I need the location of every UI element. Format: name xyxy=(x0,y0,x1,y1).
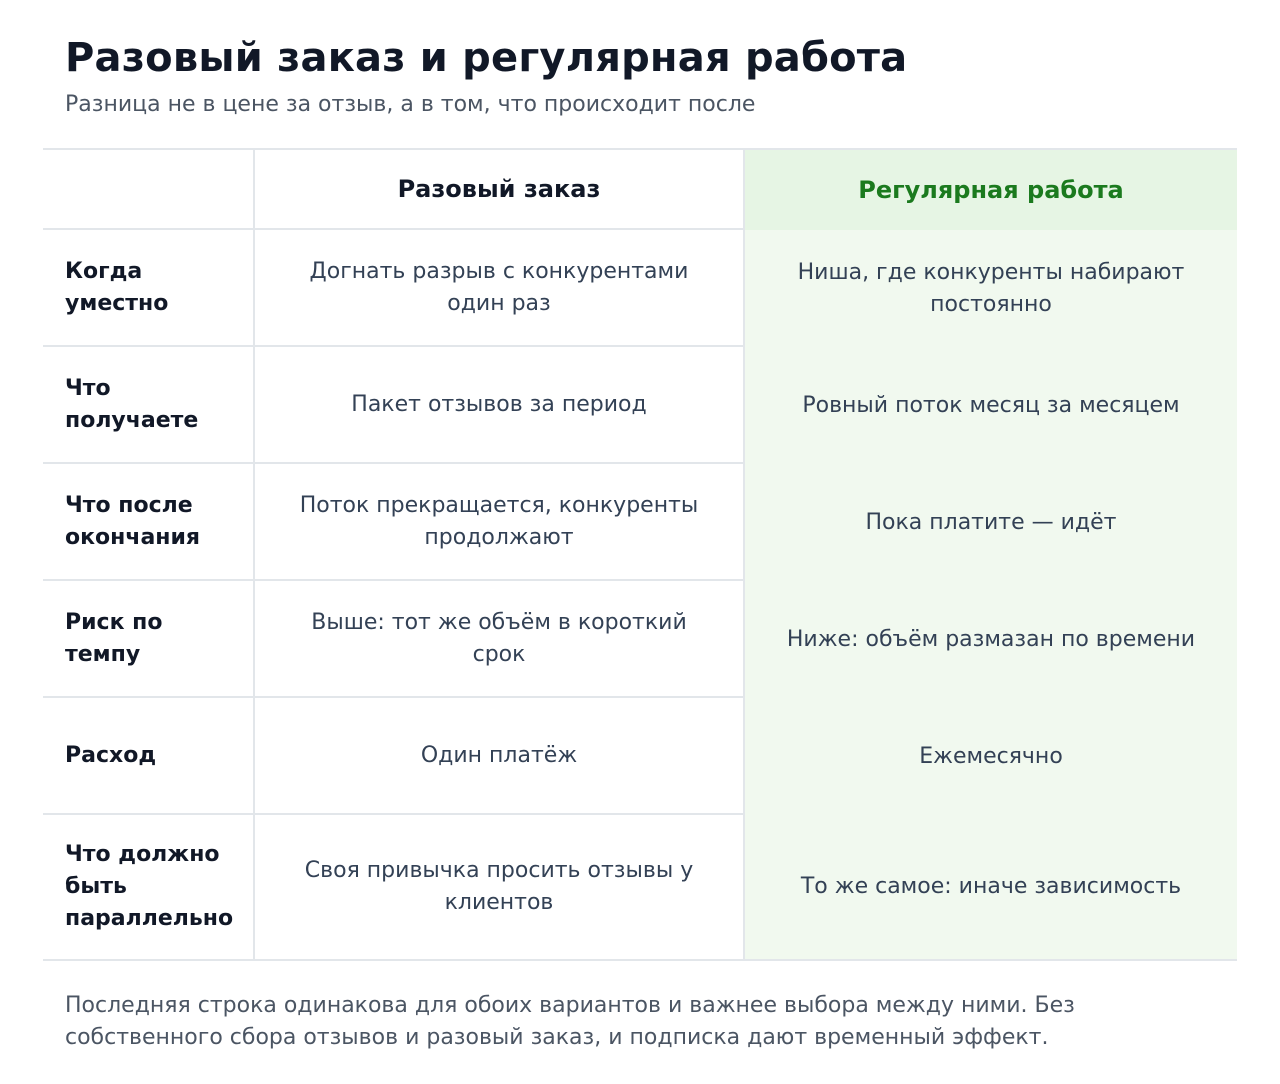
row-label: Риск по темпу xyxy=(43,581,255,698)
one-time-cell: Пакет отзывов за период xyxy=(255,347,745,464)
page-title: Разовый заказ и регулярная работа xyxy=(65,35,908,81)
row-label: Когда уместно xyxy=(43,230,255,347)
regular-cell: То же самое: иначе зависимость xyxy=(745,815,1237,959)
comparison-table xyxy=(43,148,1237,961)
page-subtitle: Разница не в цене за отзыв, а в том, что происходит после xyxy=(65,92,756,117)
row-label: Что получаете xyxy=(43,347,255,464)
regular-cell: Ежемесячно xyxy=(745,698,1237,815)
regular-cell: Ниша, где конкуренты набирают постоянно xyxy=(745,230,1237,347)
regular-cell: Ниже: объём размазан по времени xyxy=(745,581,1237,698)
regular-cell: Ровный поток месяц за месяцем xyxy=(745,347,1237,464)
row-label: Что после окончания xyxy=(43,464,255,581)
one-time-cell: Поток прекращается, конкуренты продолжают xyxy=(255,464,745,581)
one-time-cell: Один платёж xyxy=(255,698,745,815)
footnote: Последняя строка одинакова для обоих вариантов и важнее выбора между ними. Без собственного сбора отзывов и разовый заказ, и подписка дают временный эффект. xyxy=(65,993,1075,1050)
table-header-corner xyxy=(43,150,255,230)
one-time-cell: Своя привычка просить отзывы у клиентов xyxy=(255,815,745,959)
regular-cell: Пока платите — идёт xyxy=(745,464,1237,581)
column-header-one-time: Разовый заказ xyxy=(255,150,745,230)
row-label: Что должно быть параллельно xyxy=(43,815,255,959)
row-label: Расход xyxy=(43,698,255,815)
column-header-regular: Регулярная работа xyxy=(745,150,1237,230)
one-time-cell: Выше: тот же объём в короткий срок xyxy=(255,581,745,698)
one-time-cell: Догнать разрыв с конкурентами один раз xyxy=(255,230,745,347)
